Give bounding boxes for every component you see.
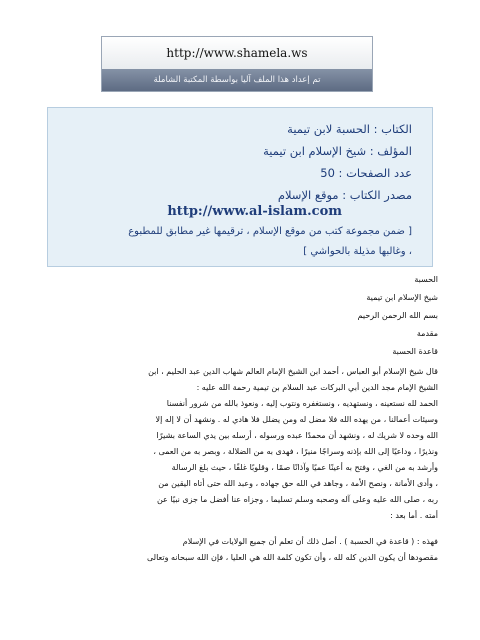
book-info-box [47,107,433,267]
paragraph-line: وأرشد به من الغي ، وفتح به أعينًا عميًا وآذانًا صمًا ، وقلوبًا غلفًا ، حيث بلغ الرسالة [171,463,438,472]
body-intro: مقدمة [416,329,438,338]
banner-url[interactable]: http://www.shamela.ws [102,37,372,69]
paragraph-line: الشيخ الإمام مجد الدين أبي البركات عبد السلام بن تيمية رحمة الله عليه : [196,383,438,392]
paragraph-line: ربه ، صلى الله عليه وعلى آله وصحبه وسلم تسليما ، وجزاه عنا أفضل ما جزى نبيًا عن [156,495,438,504]
info-source: مصدر الكتاب : موقع الإسلام [277,188,412,202]
body-author: شيخ الإسلام ابن تيمية [366,293,438,302]
paragraph-line: مقصودها أن يكون الدين كله لله ، وأن تكون كلمة الله هي العليا ، فإن الله سبحانه وتعالى [146,553,438,562]
info-pages: عدد الصفحات : 50 [320,166,412,180]
info-note-line-2: ، وغالبها مذيلة بالحواشي ] [303,246,412,257]
paragraph-line: ، وأدى الأمانة ، ونصح الأمة ، وجاهد في الله حق جهاده ، وعبد الله حتى أتاه اليقين من [158,479,438,488]
paragraph-line: الحمد لله نستعينه ، ونستهديه ، ونستغفره ونتوب إليه ، ونعوذ بالله من شرور أنفسنا [166,399,438,408]
paragraph-line: ونذيرًا ، وداعيًا إلى الله بإذنه وسراجًا منيرًا ، فهدى به من الضلالة ، وبصر به من العمى ، [153,447,438,456]
body-text [38,275,438,635]
info-book: الكتاب : الحسبة لابن تيمية [287,122,412,136]
body-chapter: قاعدة الحسبة [392,347,438,356]
info-url[interactable]: http://www.al-islam.com [167,204,342,219]
paragraph-line: فهذه : ( قاعدة في الحسبة ) . أصل ذلك أن تعلم أن جميع الولايات في الإسلام [182,537,438,546]
paragraph-line: أمته . أما بعد : [390,511,438,520]
paragraph-line: وسيئات أعمالنا ، من يهده الله فلا مضل له ومن يضلل فلا هادي له . ونشهد أن لا إله إلا [155,415,438,424]
body-title: الحسبة [414,275,438,284]
info-author: المؤلف : شيخ الإسلام ابن تيمية [263,144,412,158]
paragraph-line: قال شيخ الإسلام أبو العباس ، أحمد ابن الشيخ الإمام العالم شهاب الدين عبد الحليم ، ابن [148,367,438,376]
header-banner [101,36,373,92]
body-basmala: بسم الله الرحمن الرحيم [357,311,438,320]
info-note-line-1: [ ضمن مجموعة كتب من موقع الإسلام ، ترقيمها غير مطابق للمطبوع [128,226,412,237]
banner-note: تم إعداد هذا الملف آليا بواسطة المكتبة الشاملة [102,69,372,91]
paragraph-line: الله وحده لا شريك له ، ونشهد أن محمدًا عبده ورسوله ، أرسله بين يدي الساعة بشيرًا [156,431,438,440]
